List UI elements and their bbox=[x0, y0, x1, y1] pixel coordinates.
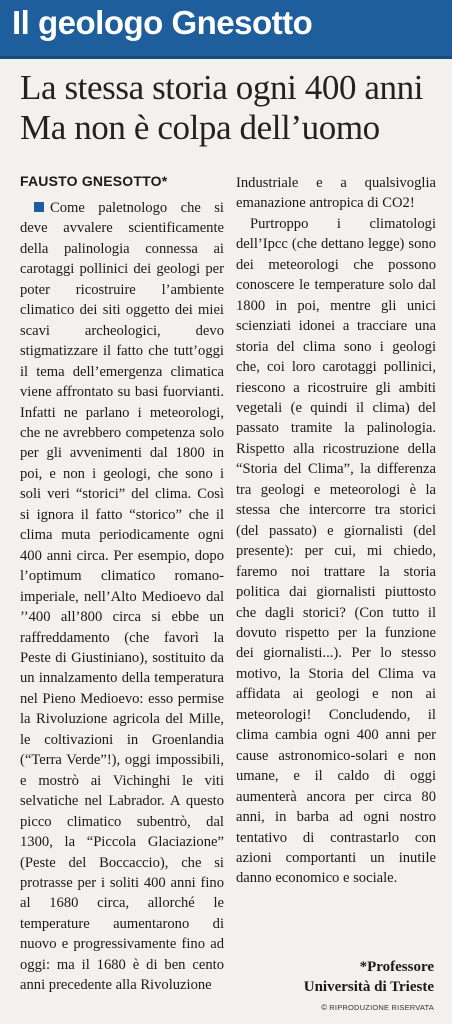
lead-square-icon bbox=[34, 202, 44, 212]
rights-notice bbox=[321, 1003, 434, 1012]
copyright-icon: © bbox=[321, 1003, 328, 1012]
section-title: Il geologo Gnesotto bbox=[12, 4, 313, 41]
section-banner bbox=[0, 0, 452, 59]
author-title: *Professore bbox=[359, 959, 434, 975]
rights-text: RIPRODUZIONE RISERVATA bbox=[329, 1003, 434, 1012]
author-signature bbox=[304, 957, 434, 997]
byline: FAUSTO GNESOTTO* bbox=[20, 173, 168, 189]
body-paragraph-1 bbox=[20, 198, 224, 996]
para1-part2: Industriale e a qualsivoglia emanazione antropica di CO2! bbox=[236, 175, 436, 212]
body-column-left bbox=[20, 198, 224, 996]
body-column-right bbox=[236, 173, 436, 889]
body-paragraph-1-continued bbox=[236, 173, 436, 214]
author-affiliation: Università di Trieste bbox=[303, 979, 434, 995]
headline-line-2: Ma non è colpa dell’uomo bbox=[20, 108, 380, 147]
article-headline bbox=[20, 68, 440, 148]
body-paragraph-2: Purtroppo i climatologi dell’Ipcc (che dettano legge) sono dei meteorologi che possono conoscere le temperature solo dal 1800 in poi, mentre gli unici scienziati idonei a tracciare una storia del clima sono i geologi che, coi loro carotaggi pollinici, riescono a ricostruire gli ambiti vegetali (e quindi il clima) del passato tramite la palinologia. Rispetto alla ricostruzione della “Storia del Clima”, la differenza tra geologi e meteorologi è la stessa che intercorre tra storici (del passato) e giornalisti (del presente): per cui, mi chiedo, faremo noi trattare la storia politica dai giornalisti piuttosto che dagli storici? (Con tutto il dovuto rispetto per la funzione dei giornalisti...). Per lo stesso motivo, la Storia del Clima va affidata ai geologi e non ai meteorologi! Concludendo, il clima cambia ogni 400 anni per cause astronomico-solari e non umane, e il caldo di oggi aumenterà ancora per circa 80 anni, in barba ad ogni nostro tentativo di contrastarlo con azioni comportanti un inutile danno economico e sociale. bbox=[236, 215, 436, 887]
para1-part1: Come paletnologo che si deve avvalere scientificamente della palinologia connessa ai carotaggi pollinici dei geologi per poter ricostruire l’ambiente climatico dei siti oggetto dei miei scavi archeologici, devo stigmatizzare il fatto che tutt’oggi il tema dell’emergenza climatica viene affrontato su basi fuorvianti. Infatti ne parlano i meteorologi, che ne avrebbero competenza solo per gli avvenimenti dal 1800 in poi, e non i geologi, che sono i soli veri “storici” del clima. Così si ignora il fatto “storico” che il clima muta periodicamente ogni 400 anni circa. Per esempio, dopo l’optimum climatico romano-imperiale, nell’Alto Medioevo dal ’’400 all’800 circa si ebbe un raffreddamento (che favorì la Peste di Giustiniano), sostituito da un innalzamento della temperatura nel Pieno Medioevo: esso permise la Rivoluzione agricola del Mille, le coltivazioni in Groenlandia (“Terra Verde”!), oggi impossibili, e mostrò ai Vichinghi le viti selvatiche nel Labrador. A questo picco climatico subentrò, dal 1300, la “Piccola Glaciazione” (Peste del Boccaccio), che si protrasse per i soliti 400 anni fino al 1680 circa, allorché le temperature aumentarono di nuovo e progressivamente fino ad oggi: ma il 1680 è di ben cento anni precedente alla Rivoluzione bbox=[20, 200, 224, 994]
headline-line-1: La stessa storia ogni 400 anni bbox=[20, 68, 424, 107]
